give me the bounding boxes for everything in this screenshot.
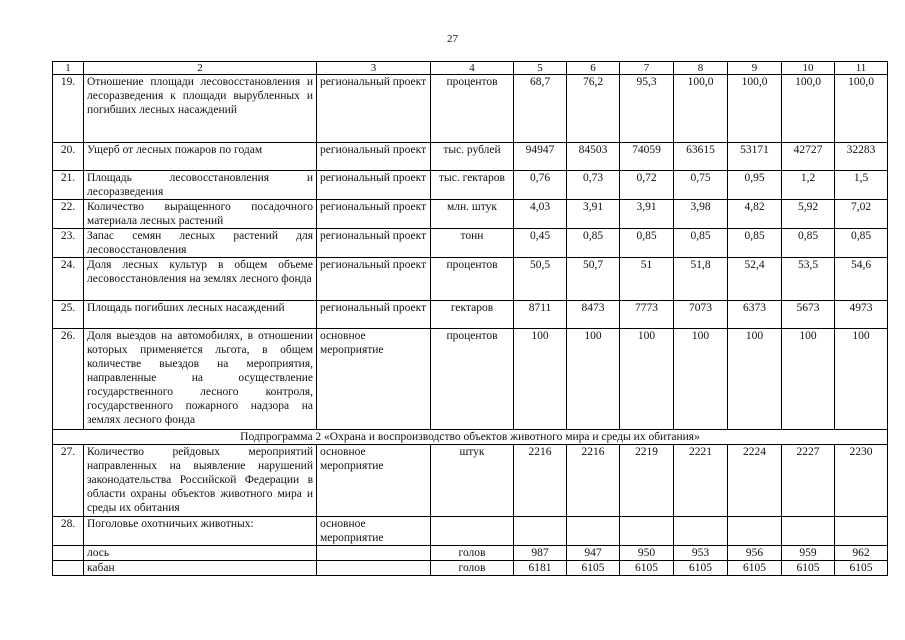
table-row [53, 200, 888, 229]
value-cell: 42727 [782, 143, 835, 171]
animal-name: кабан [84, 561, 317, 576]
unit-cell: тыс. гектаров [431, 171, 514, 200]
value-cell: 68,7 [514, 75, 567, 143]
value-cell: 0,85 [620, 229, 674, 258]
value-cell: 0,75 [674, 171, 728, 200]
value-cell: 2219 [620, 445, 674, 517]
row-number: 28. [53, 517, 84, 546]
indicator-name: Доля выездов на автомобилях, в отношении которых применяется льгота, в общем количестве выездов на мероприятия, направленные на осуществление государственного лесного контроля, государственного пожарного надзора на землях лесного фонда [84, 329, 317, 430]
value-cell: 0,85 [567, 229, 620, 258]
unit-cell: голов [431, 546, 514, 561]
value-cell: 54,6 [835, 258, 888, 301]
indicator-name: Площадь погибших лесных насаждений [84, 301, 317, 329]
table-row [53, 229, 888, 258]
value-cell: 6105 [835, 561, 888, 576]
column-header: 7 [620, 62, 674, 75]
row-number: 22. [53, 200, 84, 229]
value-cell: 7773 [620, 301, 674, 329]
column-header: 3 [317, 62, 431, 75]
value-cell: 63615 [674, 143, 728, 171]
indicator-name: Ущерб от лесных пожаров по годам [84, 143, 317, 171]
value-cell: 2221 [674, 445, 728, 517]
indicator-name: Доля лесных культур в общем объеме лесовосстановления на землях лесного фонда [84, 258, 317, 301]
animal-name: лось [84, 546, 317, 561]
value-cell: 4,82 [728, 200, 782, 229]
value-cell: 2230 [835, 445, 888, 517]
table-row [53, 517, 888, 546]
unit-cell: голов [431, 561, 514, 576]
indicator-type: региональный проект [317, 258, 431, 301]
empty-cell [431, 517, 514, 546]
value-cell: 51,8 [674, 258, 728, 301]
header-row [53, 62, 888, 75]
unit-cell: процентов [431, 258, 514, 301]
value-cell: 2224 [728, 445, 782, 517]
value-cell: 956 [728, 546, 782, 561]
value-cell: 1,5 [835, 171, 888, 200]
indicator-name: Количество рейдовых мероприятий направленных на выявление нарушений законодательства Российской Федерации в области охраны объектов животного мира и среды их обитания [84, 445, 317, 517]
column-header: 1 [53, 62, 84, 75]
unit-cell: процентов [431, 75, 514, 143]
value-cell: 0,72 [620, 171, 674, 200]
value-cell: 2216 [567, 445, 620, 517]
value-cell: 0,76 [514, 171, 567, 200]
empty-cell [53, 561, 84, 576]
table-row [53, 329, 888, 430]
indicator-type: основное мероприятие [317, 329, 431, 430]
page-number: 27 [447, 33, 458, 45]
value-cell: 950 [620, 546, 674, 561]
value-cell: 6373 [728, 301, 782, 329]
row-number: 26. [53, 329, 84, 430]
indicators-table [52, 61, 888, 576]
value-cell: 4973 [835, 301, 888, 329]
value-cell: 953 [674, 546, 728, 561]
indicator-name: Запас семян лесных растений для лесовосстановления [84, 229, 317, 258]
indicator-name: Отношение площади лесовосстановления и лесоразведения к площади вырубленных и погибших лесных насаждений [84, 75, 317, 143]
unit-cell: гектаров [431, 301, 514, 329]
empty-cell [620, 517, 674, 546]
value-cell: 5,92 [782, 200, 835, 229]
table-row [53, 258, 888, 301]
row-number: 21. [53, 171, 84, 200]
value-cell: 0,95 [728, 171, 782, 200]
value-cell: 100 [514, 329, 567, 430]
subprogram-row [53, 430, 888, 445]
value-cell: 2216 [514, 445, 567, 517]
indicator-name: Площадь лесовосстановления и лесоразведения [84, 171, 317, 200]
value-cell: 51 [620, 258, 674, 301]
indicator-name: Поголовье охотничьих животных: [84, 517, 317, 546]
empty-cell [317, 561, 431, 576]
row-number: 27. [53, 445, 84, 517]
value-cell: 53171 [728, 143, 782, 171]
table-row [53, 143, 888, 171]
indicator-type: региональный проект [317, 171, 431, 200]
column-header: 10 [782, 62, 835, 75]
value-cell: 6105 [728, 561, 782, 576]
value-cell: 4,03 [514, 200, 567, 229]
value-cell: 6105 [782, 561, 835, 576]
value-cell: 0,85 [674, 229, 728, 258]
value-cell: 5673 [782, 301, 835, 329]
value-cell: 3,91 [567, 200, 620, 229]
value-cell: 947 [567, 546, 620, 561]
unit-cell: млн. штук [431, 200, 514, 229]
value-cell: 100,0 [835, 75, 888, 143]
value-cell: 6181 [514, 561, 567, 576]
row-number: 19. [53, 75, 84, 143]
sub-row [53, 561, 888, 576]
value-cell: 76,2 [567, 75, 620, 143]
empty-cell [567, 517, 620, 546]
value-cell: 8711 [514, 301, 567, 329]
value-cell: 100 [567, 329, 620, 430]
table-row [53, 75, 888, 143]
value-cell: 8473 [567, 301, 620, 329]
unit-cell: тонн [431, 229, 514, 258]
value-cell: 100,0 [728, 75, 782, 143]
value-cell: 50,5 [514, 258, 567, 301]
indicator-type: региональный проект [317, 200, 431, 229]
column-header: 5 [514, 62, 567, 75]
column-header: 4 [431, 62, 514, 75]
value-cell: 100 [835, 329, 888, 430]
unit-cell: процентов [431, 329, 514, 430]
column-header: 9 [728, 62, 782, 75]
value-cell: 100 [782, 329, 835, 430]
empty-cell [514, 517, 567, 546]
value-cell: 50,7 [567, 258, 620, 301]
value-cell: 100 [728, 329, 782, 430]
value-cell: 2227 [782, 445, 835, 517]
value-cell: 100,0 [674, 75, 728, 143]
value-cell: 74059 [620, 143, 674, 171]
value-cell: 959 [782, 546, 835, 561]
row-number: 23. [53, 229, 84, 258]
value-cell: 6105 [567, 561, 620, 576]
column-header: 11 [835, 62, 888, 75]
value-cell: 95,3 [620, 75, 674, 143]
column-header: 8 [674, 62, 728, 75]
sub-row [53, 546, 888, 561]
table-body [53, 62, 888, 576]
value-cell: 987 [514, 546, 567, 561]
table-row [53, 445, 888, 517]
value-cell: 1,2 [782, 171, 835, 200]
indicator-type: региональный проект [317, 301, 431, 329]
value-cell: 0,85 [782, 229, 835, 258]
indicator-type: основное мероприятие [317, 517, 431, 546]
indicator-type: основное мероприятие [317, 445, 431, 517]
unit-cell: штук [431, 445, 514, 517]
value-cell: 100,0 [782, 75, 835, 143]
value-cell: 32283 [835, 143, 888, 171]
indicator-name: Количество выращенного посадочного материала лесных растений [84, 200, 317, 229]
value-cell: 0,45 [514, 229, 567, 258]
empty-cell [674, 517, 728, 546]
value-cell: 84503 [567, 143, 620, 171]
table-row [53, 171, 888, 200]
indicator-type: региональный проект [317, 75, 431, 143]
empty-cell [835, 517, 888, 546]
empty-cell [317, 546, 431, 561]
value-cell: 7073 [674, 301, 728, 329]
value-cell: 94947 [514, 143, 567, 171]
empty-cell [53, 546, 84, 561]
row-number: 20. [53, 143, 84, 171]
indicator-type: региональный проект [317, 143, 431, 171]
value-cell: 3,98 [674, 200, 728, 229]
value-cell: 6105 [620, 561, 674, 576]
value-cell: 6105 [674, 561, 728, 576]
indicator-type: региональный проект [317, 229, 431, 258]
value-cell: 100 [674, 329, 728, 430]
value-cell: 0,85 [728, 229, 782, 258]
row-number: 24. [53, 258, 84, 301]
column-header: 6 [567, 62, 620, 75]
value-cell: 0,73 [567, 171, 620, 200]
empty-cell [728, 517, 782, 546]
value-cell: 0,85 [835, 229, 888, 258]
value-cell: 7,02 [835, 200, 888, 229]
value-cell: 52,4 [728, 258, 782, 301]
value-cell: 53,5 [782, 258, 835, 301]
empty-cell [782, 517, 835, 546]
row-number: 25. [53, 301, 84, 329]
subprogram-title: Подпрограмма 2 «Охрана и воспроизводство объектов животного мира и среды их обитания» [53, 430, 888, 445]
value-cell: 962 [835, 546, 888, 561]
unit-cell: тыс. рублей [431, 143, 514, 171]
table-row [53, 301, 888, 329]
value-cell: 3,91 [620, 200, 674, 229]
column-header: 2 [84, 62, 317, 75]
value-cell: 100 [620, 329, 674, 430]
